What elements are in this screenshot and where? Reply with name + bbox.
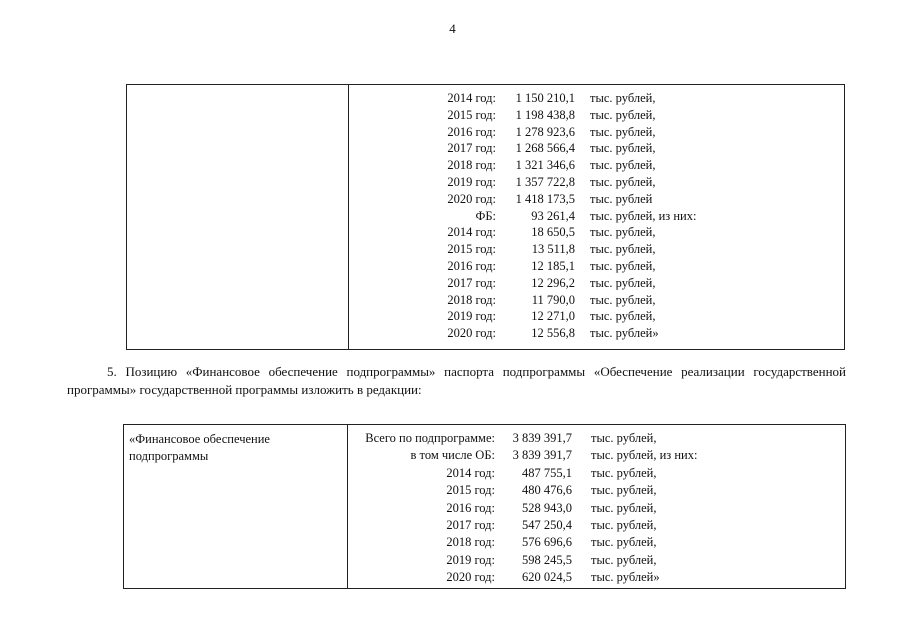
row-value: 480 476,6 — [522, 483, 572, 498]
row-unit: тыс. рублей, — [590, 275, 656, 290]
row-value: 3 839 391,7 — [512, 431, 572, 445]
row-value: 576 696,6 — [522, 535, 572, 550]
row-value: 12 271,0 — [531, 309, 575, 324]
row-label: 2016 год: — [447, 124, 496, 139]
row-label: 2016 год: — [446, 500, 495, 515]
row-value: 1 150 210,1 — [515, 91, 575, 105]
row-unit: тыс. рублей, — [591, 518, 657, 532]
row-value: 1 321 346,6 — [515, 158, 575, 173]
row-label: 2020 год: — [447, 326, 496, 341]
row-value: 547 250,4 — [522, 518, 572, 532]
row-value: 1 198 438,8 — [515, 107, 575, 122]
row-unit: тыс. рублей, — [590, 124, 656, 139]
row-unit: тыс. рублей, — [591, 552, 657, 567]
row-value: 93 261,4 — [531, 208, 575, 223]
row-value: 598 245,5 — [522, 552, 572, 567]
row-label: 2018 год: — [447, 158, 496, 173]
row-label: 2017 год: — [447, 141, 496, 156]
funding-table-2 — [123, 424, 846, 589]
row-value: 12 296,2 — [531, 275, 575, 290]
row-label: 2015 год: — [447, 242, 496, 257]
row-unit: тыс. рублей, — [591, 500, 657, 515]
row-unit: тыс. рублей, — [591, 535, 657, 550]
row-unit: тыс. рублей, — [591, 483, 657, 498]
row-unit: тыс. рублей, — [590, 141, 656, 156]
row-unit: тыс. рублей» — [591, 570, 660, 585]
row-label: 2018 год: — [447, 292, 496, 307]
row-label: Всего по подпрограмме: — [365, 431, 495, 445]
row-value: 1 278 923,6 — [515, 124, 575, 139]
row-unit: тыс. рублей, — [590, 91, 656, 105]
row-unit: тыс. рублей, — [590, 309, 656, 324]
row-value: 18 650,5 — [531, 225, 575, 240]
row-unit: тыс. рублей, — [591, 465, 657, 480]
row-value: 11 790,0 — [531, 292, 575, 307]
row-label: 2015 год: — [447, 107, 496, 122]
row-value: 620 024,5 — [522, 570, 572, 585]
paragraph-5: 5. Позицию «Финансовое обеспечение подпрограммы» паспорта подпрограммы «Обеспечение реализации государственной программы» государственной программы изложить в редакции: — [67, 364, 846, 397]
row-unit: тыс. рублей, — [590, 242, 656, 257]
row-value: 528 943,0 — [522, 500, 572, 515]
row-value: 1 418 173,5 — [515, 191, 575, 206]
row-value: 1 268 566,4 — [515, 141, 575, 156]
row-value: 12 556,8 — [531, 326, 575, 341]
row-label: 2020 год: — [447, 191, 496, 206]
row-label: ФБ: — [475, 208, 496, 223]
row-unit: тыс. рублей, — [590, 175, 656, 189]
row-label: 2014 год: — [446, 465, 495, 480]
row-value: 1 357 722,8 — [515, 175, 575, 189]
row-unit: тыс. рублей, — [590, 107, 656, 122]
row-unit: тыс. рублей, из них: — [591, 448, 698, 463]
row-label: 2019 год: — [447, 309, 496, 324]
row-label: 2019 год: — [446, 552, 495, 567]
row-value: 13 511,8 — [531, 242, 575, 257]
row-label: 2014 год: — [447, 91, 496, 105]
column-divider — [348, 85, 349, 349]
funding-table-1 — [126, 84, 845, 350]
row-unit: тыс. рублей, — [591, 431, 657, 445]
row-unit: тыс. рублей, — [590, 158, 656, 173]
row-label: 2018 год: — [446, 535, 495, 550]
column-divider — [347, 425, 348, 588]
row-label: 2017 год: — [446, 518, 495, 532]
row-value: 487 755,1 — [522, 465, 572, 480]
row-label: 2019 год: — [447, 175, 496, 189]
row-label: в том числе ОБ: — [410, 448, 495, 463]
row-unit: тыс. рублей» — [590, 326, 659, 341]
row-unit: тыс. рублей, — [590, 225, 656, 240]
page-number: 4 — [449, 21, 456, 36]
row-label: 2016 год: — [447, 259, 496, 273]
row-unit: тыс. рублей — [590, 191, 653, 206]
row-unit: тыс. рублей, из них: — [590, 208, 697, 223]
row-label: 2014 год: — [447, 225, 496, 240]
row-label: 2017 год: — [447, 275, 496, 290]
row-value: 12 185,1 — [531, 259, 575, 273]
row-value: 3 839 391,7 — [512, 448, 572, 463]
row-label: 2015 год: — [446, 483, 495, 498]
table2-left-cell: «Финансовое обеспечение подпрограммы — [129, 432, 270, 463]
row-unit: тыс. рублей, — [590, 292, 656, 307]
row-label: 2020 год: — [446, 570, 495, 585]
row-unit: тыс. рублей, — [590, 259, 656, 273]
